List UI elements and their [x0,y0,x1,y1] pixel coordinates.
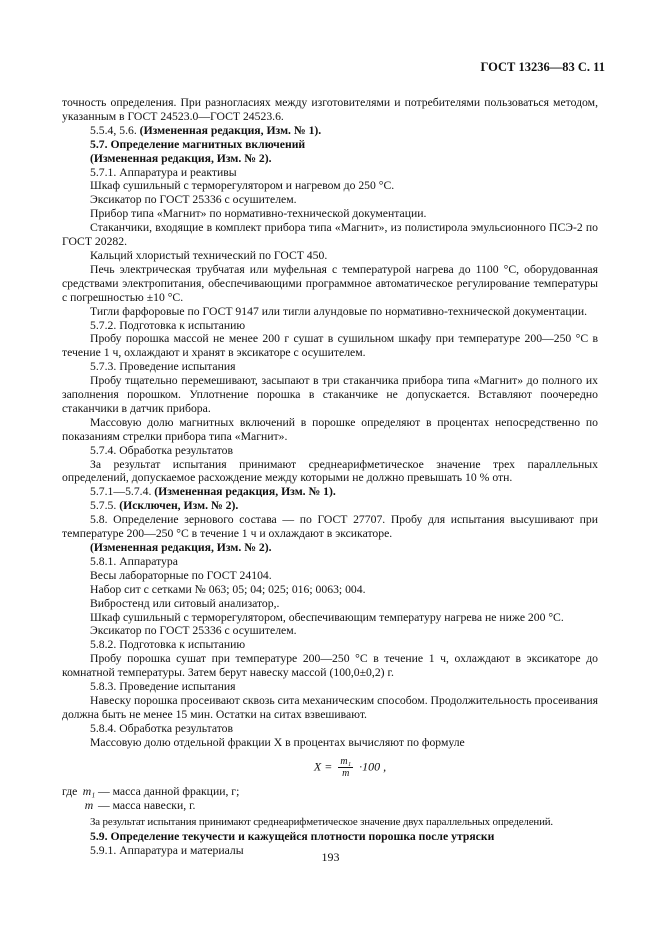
paragraph [62,179,598,193]
paragraph-text: 5.5.4, 5.6. [90,123,137,137]
paragraph [62,305,598,319]
paragraph-text: 5.7. Определение магнитных включений [90,137,306,151]
paragraph-text: 5.8.2. Подготовка к испытанию [90,638,246,652]
paragraph [62,652,598,680]
legend-prefix [62,799,80,813]
paragraph-text: 5.8.3. Проведение испытания [90,680,236,694]
paragraph-text: 5.8. Определение зернового состава — по ГОСТ 27707. Пробу для испытания высушивают при температуре 200—250 °С в течение 1 ч и охлаждают в эксикаторе. [62,513,598,541]
paragraph [62,444,598,458]
legend-prefix: где [62,784,78,798]
paragraph [62,360,598,374]
paragraph-text: Эксикатор по ГОСТ 25336 с осушителем. [90,624,297,638]
paragraph [62,152,598,166]
paragraph [62,555,598,569]
paragraph [62,736,598,750]
paragraph-text: Тигли фарфоровые по ГОСТ 9147 или тигли алундовые по нормативно-технической документации. [90,304,588,318]
section-heading: 5.9. Определение текучести и кажущейся плотности порошка после утряски [90,830,495,844]
paragraph [62,513,598,541]
formula-rhs: ·100 , [359,758,387,773]
formula-denominator: m [342,767,350,779]
legend-desc: — масса данной фракции, г; [98,784,240,798]
paragraph-text: 5.7.3. Проведение испытания [90,360,236,374]
paragraph-list [62,96,598,750]
subsection-heading: 5.9.1. Аппаратура и материалы [90,844,244,858]
paragraph-text: Кальций хлористый технический по ГОСТ 450. [90,248,328,262]
conclusion-paragraph: За результат испытания принимают среднеарифметическое значение двух параллельных определений. [90,816,553,829]
paragraph-text: 5.7.5. [90,499,117,513]
paragraph-text: 5.8.4. Обработка результатов [90,721,234,735]
paragraph-text: Массовую долю отдельной фракции X в процентах вычисляют по формуле [90,735,465,749]
formula [102,756,598,779]
paragraph [62,138,598,152]
paragraph-text: За результат испытания принимают среднеарифметическое значение трех параллельных определений, допускаемое расхождение между которыми не должно превышать 10 % отн. [62,457,598,485]
paragraph-text: (Измененная редакция, Изм. № 2). [90,541,272,554]
amendment-note: (Измененная редакция, Изм. № 1). [136,123,322,137]
paragraph-text: Навеску порошка просеивают сквозь сита механическим способом. Продолжительность просеивания должна быть не менее 15 мин. Остатки на ситах взвешивают. [62,693,598,721]
formula-fraction [338,756,353,779]
paragraph [62,166,598,180]
paragraph [62,319,598,333]
paragraph [62,416,598,444]
paragraph-text: Пробу тщательно перемешивают, засыпают в три стаканчика прибора типа «Магнит» до полного их заполнения порошком. Уплотнение порошка в стаканчике не допускается. Вставляют поочередно стаканчики в датчик прибора. [62,374,598,415]
paragraph [62,541,598,555]
legend-row [62,799,239,813]
paragraph [62,332,598,360]
paragraph [62,638,598,652]
amendment-note: (Измененная редакция, Изм. № 1). [151,485,336,499]
paragraph [62,207,598,221]
legend-desc: — масса навески, г. [98,798,196,812]
paragraph-text: Печь электрическая трубчатая или муфельная с температурой нагрева до 1100 °С, оборудованная средствами электропитания, обеспечивающими программное автоматическое регулирование температуры с погрешностью ±10 °С. [62,262,598,304]
paragraph-text: (Измененная редакция, Изм. № 2). [90,151,272,165]
paragraph [62,193,598,207]
page-number: 193 [321,850,340,864]
running-header: ГОСТ 13236—83 С. 11 [480,60,605,74]
paragraph [62,680,598,694]
paragraph-text: Эксикатор по ГОСТ 25336 с осушителем. [90,193,297,207]
paragraph-text: 5.7.2. Подготовка к испытанию [90,318,246,332]
paragraph [62,611,598,625]
formula-lhs: X = [313,758,333,773]
paragraph-text: 5.7.1—5.7.4. [90,485,152,499]
paragraph-text: 5.7.1. Аппаратура и реактивы [90,165,237,179]
paragraph-text: Массовую долю магнитных включений в порошке определяют в процентах непосредственно по показаниям стрелки прибора типа «Магнит». [62,415,598,443]
paragraph [62,722,598,736]
paragraph [62,597,598,611]
paragraph-text: Вибростенд или ситовый анализатор,. [90,596,280,610]
paragraph [62,249,598,263]
paragraph [62,569,598,583]
paragraph [62,499,598,513]
paragraph-text: Прибор типа «Магнит» по нормативно-технической документации. [90,207,427,221]
paragraph [62,374,598,416]
paragraph [62,485,598,499]
paragraph [62,263,598,305]
paragraph-text: Стаканчики, входящие в комплект прибора типа «Магнит», из полистирола эмульсионного ПСЭ-2 по ГОСТ 20282. [62,221,598,249]
paragraph [62,694,598,722]
amendment-note: (Исключен, Изм. № 2). [116,499,239,513]
paragraph [62,624,598,638]
paragraph-text: 5.7.4. Обработка результатов [90,443,234,457]
paragraph [62,124,598,138]
variable-legend [62,785,239,813]
paragraph [62,96,598,124]
legend-symbol: m [84,798,94,812]
formula-numerator: m₁ [340,755,352,767]
paragraph-text: Набор сит с сетками № 063; 05; 04; 025; 016; 0063; 004. [90,582,366,596]
paragraph-text: 5.8.1. Аппаратура [90,554,178,568]
paragraph [62,583,598,597]
paragraph-text: Пробу порошка сушат при температуре 200—250 °С в течение 1 ч, охлаждают в эксикаторе до комнатной температуры. Затем берут навеску массой (100,0±0,2) г. [62,652,598,680]
page-body [62,96,598,858]
paragraph-text: Весы лабораторные по ГОСТ 24104. [90,568,272,582]
paragraph [62,458,598,486]
paragraph-text: точность определения. При разногласиях между изготовителями и потребителями пользоваться методом, указанным в ГОСТ 24523.0—ГОСТ 24523.6. [62,96,598,123]
paragraph-text: Шкаф сушильный с терморегулятором и нагревом до 250 °С. [90,179,395,193]
paragraph-text: Шкаф сушильный с терморегулятором, обеспечивающим температуру нагрева не ниже 200 °С. [90,610,564,624]
paragraph [62,221,598,249]
paragraph-text: Пробу порошка массой не менее 200 г сушат в сушильном шкафу при температуре 200—250 °С в течение 1 ч, охлаждают и хранят в эксикаторе с осушителем. [62,332,598,360]
legend-row [62,785,239,799]
legend-symbol: m₁ [82,784,96,798]
